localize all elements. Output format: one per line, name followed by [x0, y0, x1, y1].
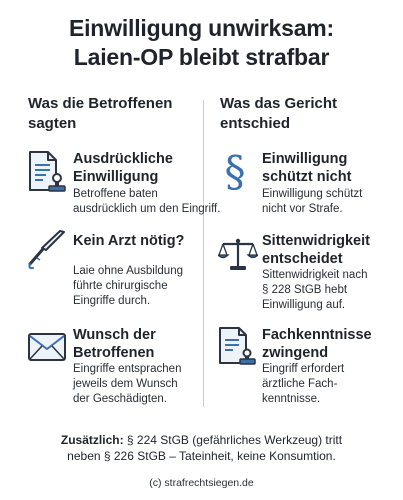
- item-title-ausdrueckliche-einwilligung: Ausdrückliche Einwilligung: [73, 151, 173, 185]
- envelope-icon: [27, 332, 67, 362]
- item-text-kein-arzt: Laie ohne Ausbildung führte chirurgische Eingriffe durch.: [73, 265, 183, 307]
- item-title-sittenwidrigkeit: Sittenwidrigkeit entscheidet: [262, 233, 370, 267]
- scales-icon: [218, 237, 258, 271]
- note-line-1: § 224 StGB (gefährliches Werkzeug) tritt: [123, 433, 343, 447]
- scalpel-icon: [26, 229, 68, 271]
- column-divider: [203, 100, 204, 407]
- svg-text:§: §: [224, 148, 246, 192]
- item-text-einwilligung-schuetzt-nicht: Einwilligung schützt nicht vor Strafe.: [262, 188, 363, 215]
- page-title: [0, 14, 403, 72]
- note-label: Zusätzlich:: [60, 433, 124, 447]
- item-title-wunsch: Wunsch der Betroffenen: [73, 327, 156, 361]
- note-line-2: neben § 226 StGB – Tateinheit, keine Konsumtion.: [67, 449, 336, 463]
- copyright-credit: (c) strafrechtsiegen.de: [149, 477, 254, 489]
- item-text-wunsch: Eingriffe entsprachen jeweils dem Wunsch der Geschädigten.: [73, 363, 182, 405]
- additional-note: [0, 432, 403, 464]
- left-column-heading: Was die Betroffenen sagten: [28, 95, 173, 132]
- certificate-icon: [217, 326, 257, 366]
- paragraph-icon: [222, 148, 248, 192]
- item-text-fachkenntnisse: Eingriff erfordert ärztliche Fach- kenntnisse.: [262, 363, 345, 405]
- item-title-einwilligung-schuetzt-nicht: Einwilligung schützt nicht: [262, 151, 352, 185]
- title-line-2: Laien-OP bleibt strafbar: [73, 44, 330, 70]
- right-column-heading: Was das Gericht entschied: [220, 95, 337, 132]
- item-title-kein-arzt: Kein Arzt nötig?: [73, 233, 185, 249]
- item-text-sittenwidrigkeit: Sittenwidrigkeit nach § 228 StGB hebt Einwilligung auf.: [262, 269, 368, 311]
- item-text-ausdrueckliche-einwilligung: Betroffene baten ausdrücklich um den Eingriff.: [73, 188, 221, 215]
- document-stamp-icon: [26, 150, 66, 194]
- title-line-1: Einwilligung unwirksam:: [68, 15, 335, 41]
- item-title-fachkenntnisse: Fachkenntnisse zwingend: [262, 327, 372, 361]
